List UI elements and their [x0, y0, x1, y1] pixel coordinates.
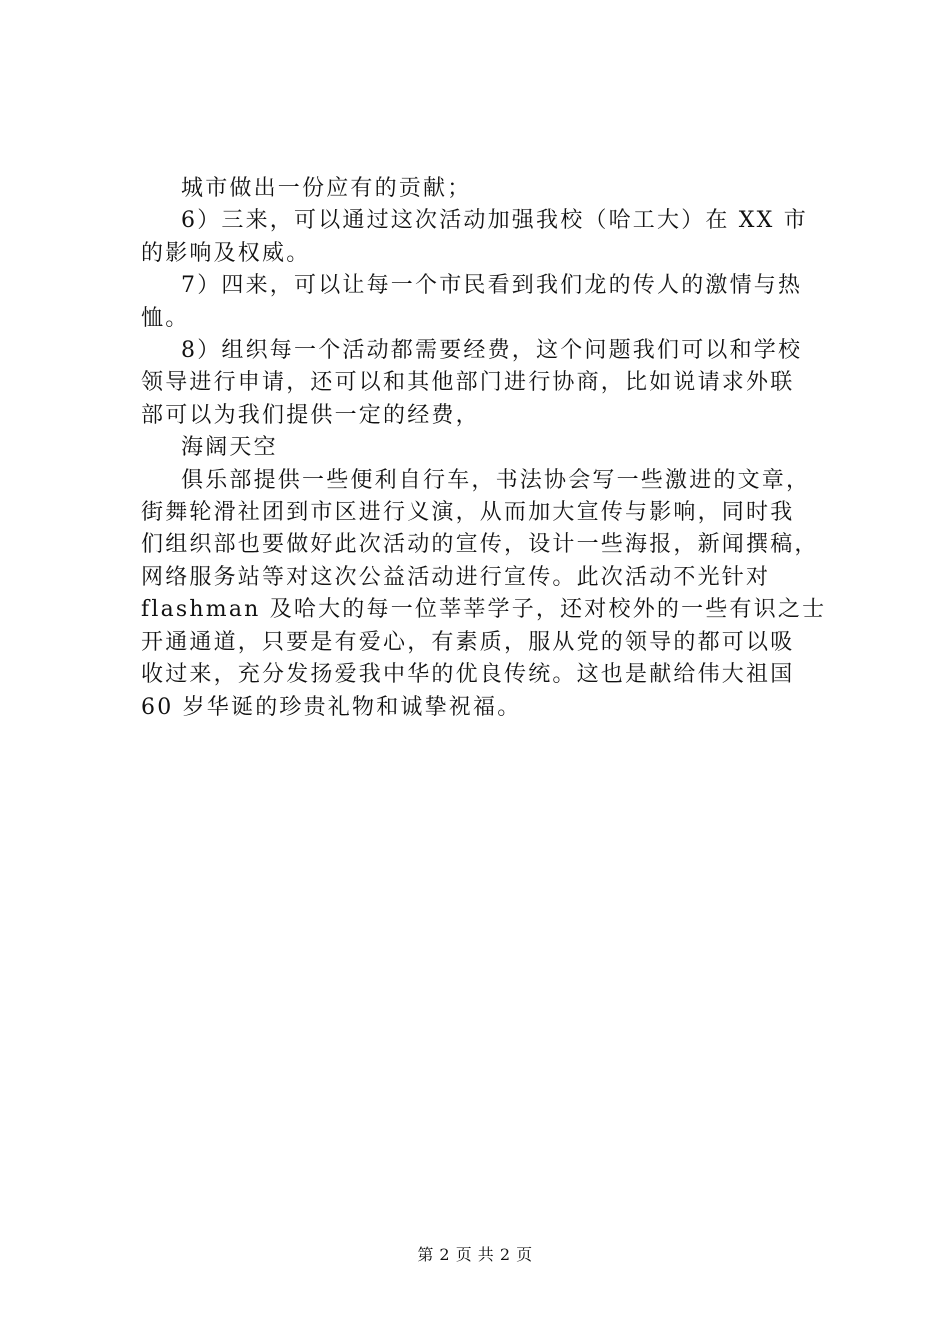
text-line: 俱乐部提供一些便利自行车，书法协会写一些激进的文章，	[181, 467, 811, 493]
text-line: flashman 及哈大的每一位莘莘学子，还对校外的一些有识之士	[141, 597, 827, 623]
text-line: 网络服务站等对这次公益活动进行宣传。此次活动不光针对	[141, 564, 771, 590]
text-line: 恤。	[141, 305, 190, 331]
text-line: 6）三来，可以通过这次活动加强我校（哈工大）在 XX 市	[181, 208, 808, 234]
text-line: 的影响及权威。	[141, 240, 311, 266]
text-line: 开通通道，只要是有爱心，有素质，服从党的领导的都可以吸	[141, 629, 795, 655]
text-line: 8）组织每一个活动都需要经费，这个问题我们可以和学校	[181, 338, 803, 364]
text-line: 街舞轮滑社团到市区进行义演，从而加大宣传与影响，同时我	[141, 500, 795, 526]
text-line: 60 岁华诞的珍贵礼物和诚挚祝福。	[141, 694, 522, 720]
document-body	[141, 173, 841, 724]
text-line: 7）四来，可以让每一个市民看到我们龙的传人的激情与热	[181, 273, 803, 299]
text-line: 领导进行申请，还可以和其他部门进行协商，比如说请求外联	[141, 370, 795, 396]
text-line: 部可以为我们提供一定的经费，	[141, 402, 480, 428]
page-footer: 第 2 页 共 2 页	[417, 1245, 533, 1264]
text-line: 收过来，充分发扬爱我中华的优良传统。这也是献给伟大祖国	[141, 662, 795, 688]
text-line: 们组织部也要做好此次活动的宣传，设计一些海报，新闻撰稿，	[141, 532, 819, 558]
text-line: 城市做出一份应有的贡献；	[181, 176, 472, 201]
text-line: 海阔天空	[181, 435, 278, 461]
